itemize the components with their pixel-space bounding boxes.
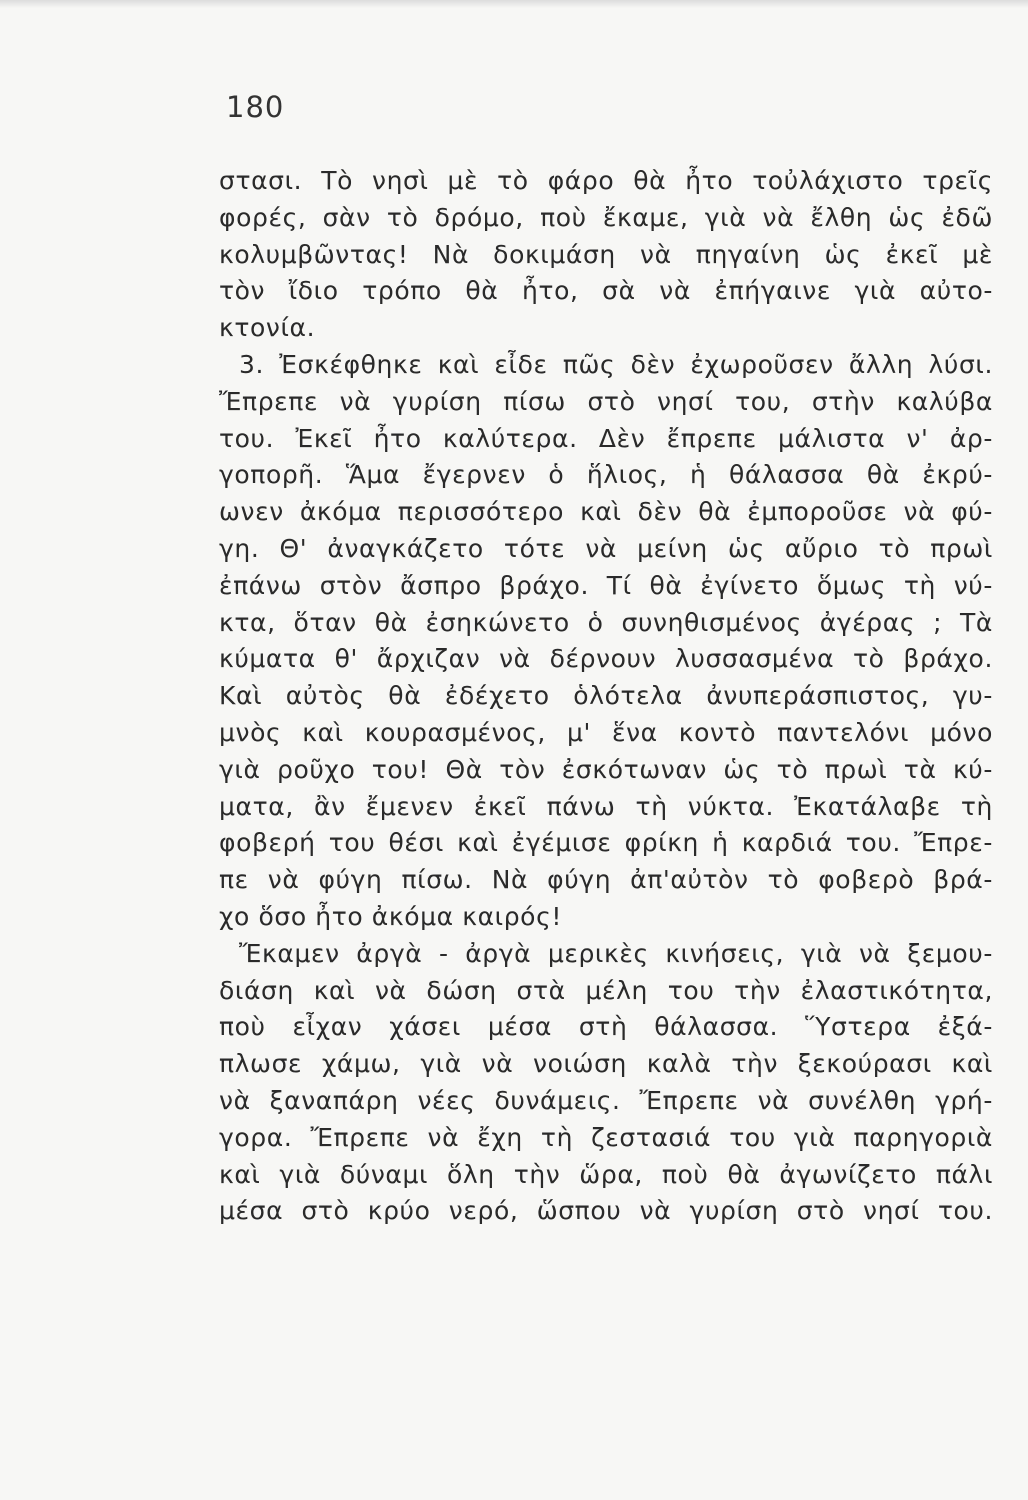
text-line: πε νὰ φύγη πίσω. Νὰ φύγη ἀπ'αὐτὸν τὸ φοβερὸ βρά- [219,865,993,895]
text-line: κολυμβῶντας! Νὰ δοκιμάση νὰ πηγαίνη ὡς ἐκεῖ μὲ [219,239,993,269]
text-line: μέσα στὸ κρύο νερό, ὥσπου νὰ γυρίση στὸ νησί του. [219,1196,993,1226]
text-line: στασι. Τὸ νησὶ μὲ τὸ φάρο θὰ ἦτο τοὐλάχιστο τρεῖς [219,166,993,195]
text-line: κτονία. [219,313,316,343]
text-line: φορές, σὰν τὸ δρόμο, ποὺ ἔκαμε, γιὰ νὰ ἔλθη ὡς ἐδῶ [219,202,993,232]
page-edge [0,0,1028,8]
text-line: γοπορῆ. Ἅμα ἔγερνεν ὁ ἥλιος, ἡ θάλασσα θὰ ἐκρύ- [219,460,993,490]
page-number: 180 [226,90,285,124]
text-line: ποὺ εἶχαν χάσει μέσα στὴ θάλασσα. Ὕστερα ἐξά- [219,1012,993,1042]
text-line: πλωσε χάμω, γιὰ νὰ νοιώση καλὰ τὴν ξεκούρασι καὶ [219,1049,993,1079]
text-line: καὶ γιὰ δύναμι ὅλη τὴν ὥρα, ποὺ θὰ ἀγωνίζετο πάλι [219,1159,993,1189]
text-line: γιὰ ροῦχο του! Θὰ τὸν ἐσκότωναν ὡς τὸ πρωὶ τὰ κύ- [219,754,993,784]
text-line: τὸν ἴδιο τρόπο θὰ ἦτο, σὰ νὰ ἐπήγαινε γιὰ αὐτο- [219,276,993,306]
text-line: φοβερή του θέσι καὶ ἐγέμισε φρίκη ἡ καρδιά του. Ἔπρε- [219,828,993,858]
text-line: Ἔπρεπε νὰ γυρίση πίσω στὸ νησί του, στὴν καλύβα [219,386,993,416]
text-line: ματα, ἂν ἔμενεν ἐκεῖ πάνω τὴ νύκτα. Ἐκατάλαβε τὴ [219,791,993,821]
text-line: γορα. Ἔπρεπε νὰ ἔχη τὴ ζεστασιά του γιὰ παρηγοριὰ [219,1122,993,1152]
text-line: ἐπάνω στὸν ἄσπρο βράχο. Τί θὰ ἐγίνετο ὅμως τὴ νύ- [219,570,993,600]
text-line: κύματα θ' ἄρχιζαν νὰ δέρνουν λυσσασμένα τὸ βράχο. [219,644,993,674]
text-line: γη. Θ' ἀναγκάζετο τότε νὰ μείνη ὡς αὔριο τὸ πρωὶ [219,533,993,563]
text-line: ωνεν ἀκόμα περισσότερο καὶ δὲν θὰ ἐμποροῦσε νὰ φύ- [219,497,993,527]
text-line: νὰ ξαναπάρη νέες δυνάμεις. Ἔπρεπε νὰ συνέλθη γρή- [219,1085,993,1115]
text-line: Ἔκαμεν ἀργὰ - ἀργὰ μερικὲς κινήσεις, γιὰ νὰ ξεμου- [239,938,993,968]
text-line: 3. Ἐσκέφθηκε καὶ εἶδε πῶς δὲν ἐχωροῦσεν ἄλλη λύσι. [239,349,993,379]
text-line: διάση καὶ νὰ δώση στὰ μέλη του τὴν ἐλαστικότητα, [219,975,993,1005]
text-line: Καὶ αὐτὸς θὰ ἐδέχετο ὁλότελα ἀνυπεράσπιστος, γυ- [219,681,993,711]
body-text [219,163,993,1230]
text-line: κτα, ὅταν θὰ ἐσηκώνετο ὁ συνηθισμένος ἀγέρας ; Τὰ [219,607,993,637]
text-line: χο ὅσο ἦτο ἀκόμα καιρός! [219,901,562,931]
text-line: του. Ἐκεῖ ἦτο καλύτερα. Δὲν ἔπρεπε μάλιστα ν' ἀρ- [219,423,993,453]
text-line: μνὸς καὶ κουρασμένος, μ' ἕνα κοντὸ παντελόνι μόνο [219,717,993,747]
